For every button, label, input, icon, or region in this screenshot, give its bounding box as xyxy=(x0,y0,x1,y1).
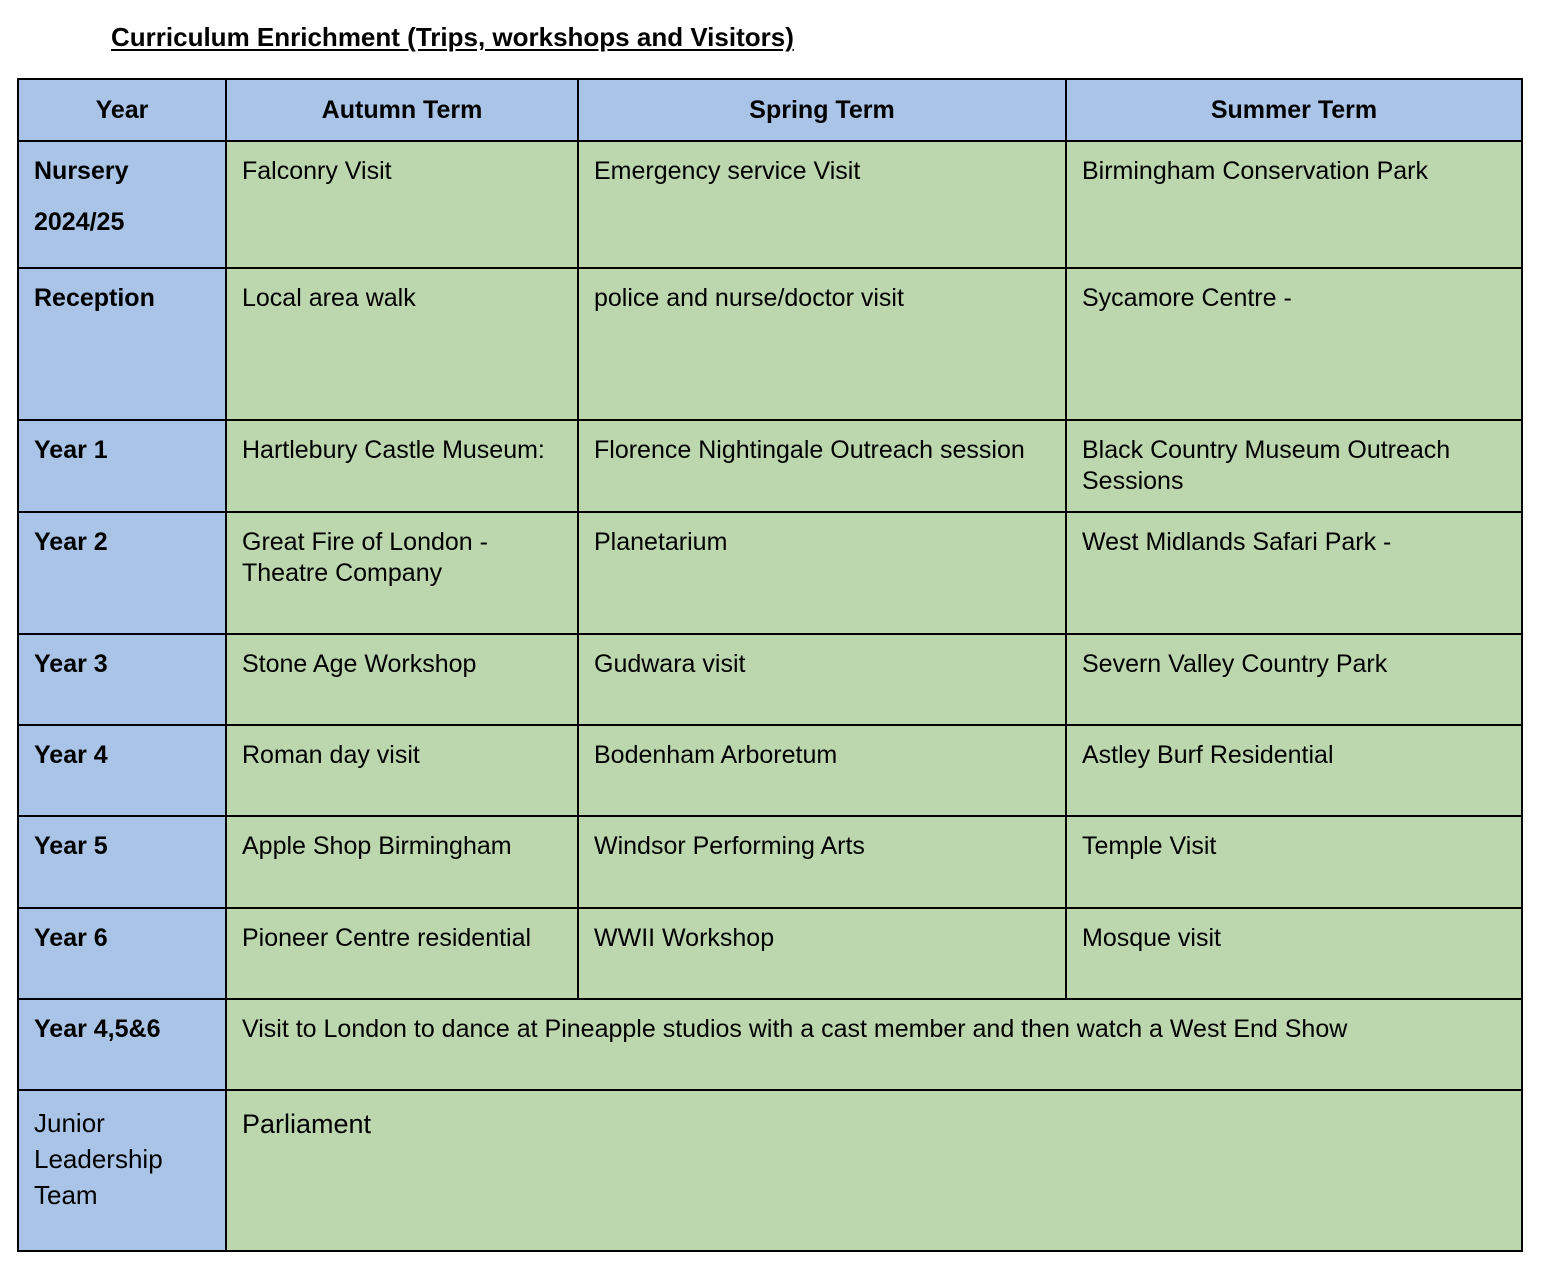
table-row-year-1 xyxy=(18,420,1522,512)
table-row-nursery xyxy=(18,141,1522,268)
table-row-year-2 xyxy=(18,512,1522,634)
year-label-academic-year: 2024/25 xyxy=(34,208,125,236)
summer-cell: West Midlands Safari Park - xyxy=(1066,512,1522,634)
full-year-cell: Parliament xyxy=(226,1090,1522,1251)
summer-cell: Temple Visit xyxy=(1066,816,1522,908)
summer-cell: Severn Valley Country Park xyxy=(1066,634,1522,725)
header-year: Year xyxy=(18,79,226,141)
autumn-cell: Local area walk xyxy=(226,268,578,420)
spring-cell: Gudwara visit xyxy=(578,634,1066,725)
spring-cell: Bodenham Arboretum xyxy=(578,725,1066,816)
year-cell: Year 4 xyxy=(18,725,226,816)
autumn-cell: Falconry Visit xyxy=(226,141,578,268)
summer-cell: Sycamore Centre - xyxy=(1066,268,1522,420)
autumn-cell: Pioneer Centre residential xyxy=(226,908,578,999)
full-year-cell: Visit to London to dance at Pineapple studios with a cast member and then watch a West End Show xyxy=(226,999,1522,1090)
header-spring-term: Spring Term xyxy=(578,79,1066,141)
year-cell: Year 6 xyxy=(18,908,226,999)
header-row xyxy=(18,79,1522,141)
summer-cell: Black Country Museum Outreach Sessions xyxy=(1066,420,1522,512)
table-row-year-3 xyxy=(18,634,1522,725)
spring-cell: Emergency service Visit xyxy=(578,141,1066,268)
summer-cell: Birmingham Conservation Park xyxy=(1066,141,1522,268)
year-cell: Year 5 xyxy=(18,816,226,908)
year-cell: Reception xyxy=(18,268,226,420)
year-cell: Year 2 xyxy=(18,512,226,634)
year-cell: Year 1 xyxy=(18,420,226,512)
autumn-cell: Roman day visit xyxy=(226,725,578,816)
year-cell: Year 3 xyxy=(18,634,226,725)
year-cell: Junior Leadership Team xyxy=(18,1090,226,1251)
header-summer-term: Summer Term xyxy=(1066,79,1522,141)
year-cell xyxy=(18,141,226,268)
summer-cell: Astley Burf Residential xyxy=(1066,725,1522,816)
autumn-cell: Hartlebury Castle Museum: xyxy=(226,420,578,512)
spring-cell: police and nurse/doctor visit xyxy=(578,268,1066,420)
table-row-junior-leadership-team xyxy=(18,1090,1522,1251)
table-row-year-5 xyxy=(18,816,1522,908)
enrichment-table xyxy=(17,78,1523,1252)
spring-cell: WWII Workshop xyxy=(578,908,1066,999)
spring-cell: Florence Nightingale Outreach session xyxy=(578,420,1066,512)
header-autumn-term: Autumn Term xyxy=(226,79,578,141)
summer-cell: Mosque visit xyxy=(1066,908,1522,999)
document-title: Curriculum Enrichment (Trips, workshops and Visitors) xyxy=(111,22,794,52)
spring-cell: Windsor Performing Arts xyxy=(578,816,1066,908)
autumn-cell: Apple Shop Birmingham xyxy=(226,816,578,908)
spring-cell: Planetarium xyxy=(578,512,1066,634)
autumn-cell: Great Fire of London - Theatre Company xyxy=(226,512,578,634)
table-row-year-4 xyxy=(18,725,1522,816)
table-row-reception xyxy=(18,268,1522,420)
year-label: Nursery xyxy=(34,157,129,185)
year-cell: Year 4,5&6 xyxy=(18,999,226,1090)
autumn-cell: Stone Age Workshop xyxy=(226,634,578,725)
table-row-year-6 xyxy=(18,908,1522,999)
table-row-year-4-5-6 xyxy=(18,999,1522,1090)
